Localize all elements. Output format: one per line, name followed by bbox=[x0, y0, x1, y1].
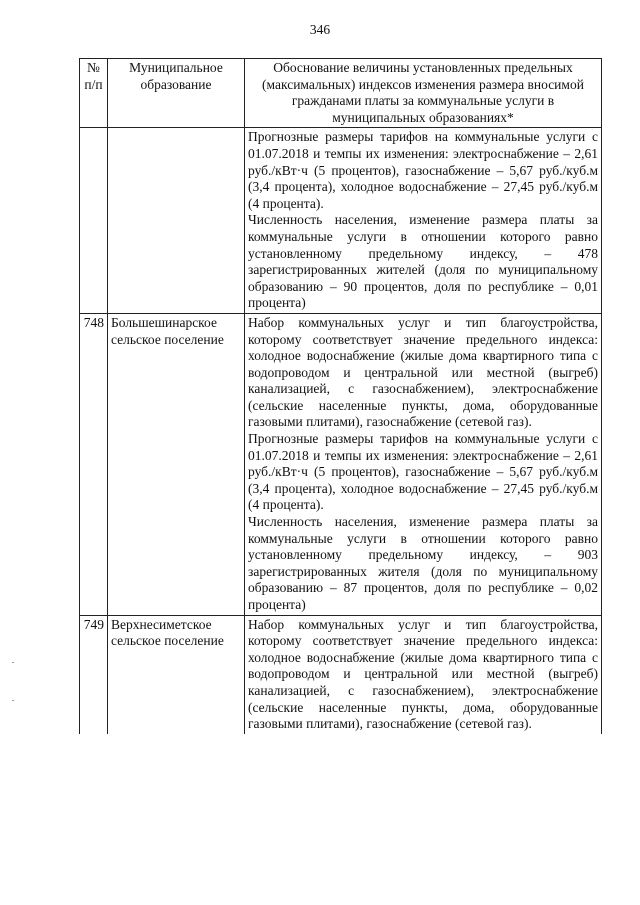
table-row bbox=[80, 313, 602, 615]
justification-paragraph: Численность населения, изменение размера платы за коммунальные услуги в отношении которого равно установленному предельному индексу, – 903 зарегистрированных жителя (доля по муниципальному образованию – 87 процентов, доля по республике – 0,02 процента) bbox=[248, 514, 598, 612]
row-num bbox=[80, 128, 108, 314]
scan-mark bbox=[12, 662, 14, 663]
row-municipality bbox=[108, 128, 245, 314]
justification-paragraph: Прогнозные размеры тарифов на коммунальные услуги с 01.07.2018 и темпы их изменения: электроснабжение – 2,61 руб./кВт·ч (5 процентов), газоснабжение – 5,67 руб./куб.м (3,4 процента), холодное водоснабжение – 27,45 руб./куб.м (4 процента). bbox=[248, 129, 598, 211]
header-num: № п/п bbox=[80, 59, 108, 128]
row-justification bbox=[245, 128, 602, 314]
scan-mark bbox=[12, 700, 14, 701]
justification-paragraph: Прогнозные размеры тарифов на коммунальные услуги с 01.07.2018 и темпы их изменения: электроснабжение – 2,61 руб./кВт·ч (5 процентов), газоснабжение – 5,67 руб./куб.м (3,4 процента), холодное водоснабжение – 27,45 руб./куб.м (4 процента). bbox=[248, 431, 598, 513]
page-number: 346 bbox=[309, 22, 331, 37]
row-justification bbox=[245, 313, 602, 615]
tariff-index-table bbox=[79, 58, 602, 734]
justification-paragraph: Численность населения, изменение размера платы за коммунальные услуги в отношении которого равно установленному предельному индексу, – 478 зарегистрированных жителей (доля по муниципальному образованию – 90 процентов, доля по республике – 0,01 процента) bbox=[248, 212, 598, 311]
table-row bbox=[80, 615, 602, 734]
justification-paragraph: Набор коммунальных услуг и тип благоустройства, которому соответствует значение предельного индекса: холодное водоснабжение (жилые дома квартирного типа с водопроводом и центральной или местной (выгреб) канализацией, с газоснабжением), электроснабжение (сельские населенные пункты, дома, оборудованные газовыми плитами), газоснабжение (сетевой газ). bbox=[248, 314, 598, 430]
table-row bbox=[80, 128, 602, 314]
row-num: 748 bbox=[80, 313, 108, 615]
justification-paragraph: Набор коммунальных услуг и тип благоустройства, которому соответствует значение предельного индекса: холодное водоснабжение (жилые дома квартирного типа с водопроводом и центральной или местной (выгреб) канализацией, с газоснабжением), электроснабжение (сельские населенные пункты, дома, оборудованные газовыми плитами), газоснабжение (сетевой газ). bbox=[248, 616, 598, 732]
row-municipality: Большешинарское сельское поселение bbox=[108, 313, 245, 615]
row-num: 749 bbox=[80, 615, 108, 734]
header-justification: Обоснование величины установленных предельных (максимальных) индексов изменения размера вносимой гражданами платы за коммунальные услуги в муниципальных образованиях* bbox=[245, 59, 602, 128]
table-header-row bbox=[80, 59, 602, 128]
row-justification bbox=[245, 615, 602, 734]
header-municipality: Муниципальное образование bbox=[108, 59, 245, 128]
row-municipality: Верхнесиметское сельское поселение bbox=[108, 615, 245, 734]
